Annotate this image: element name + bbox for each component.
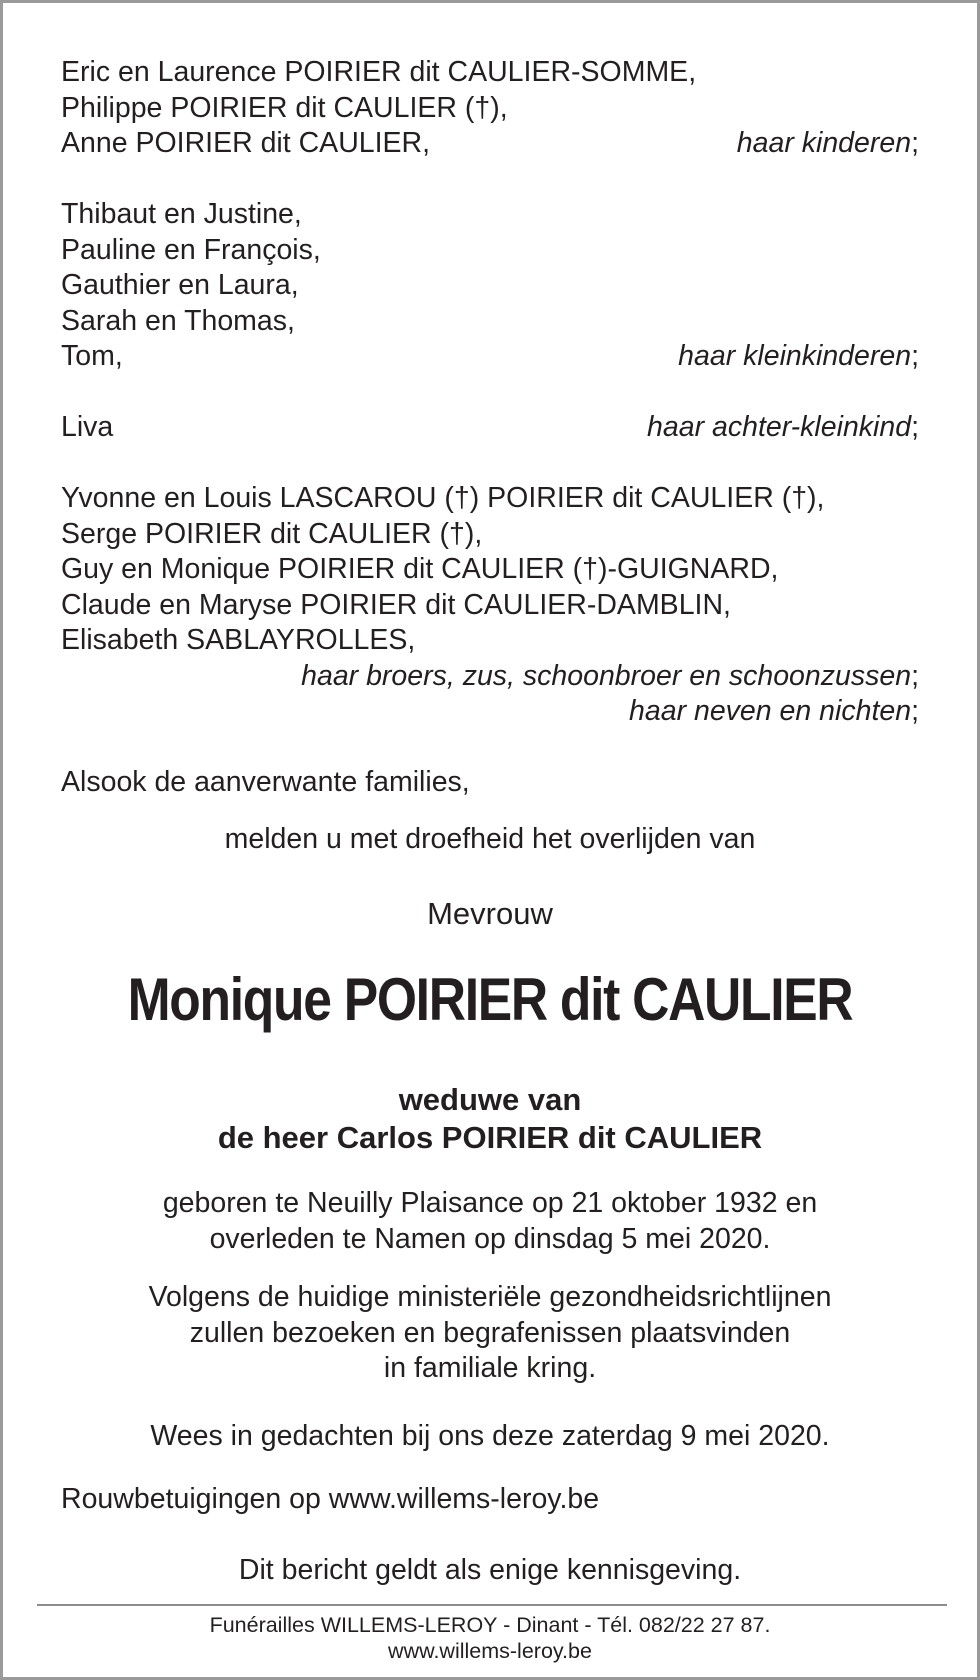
family-line: Eric en Laurence POIRIER dit CAULIER-SOMME, <box>61 56 697 88</box>
family-line: Guy en Monique POIRIER dit CAULIER (†)-GUIGNARD, <box>61 553 779 585</box>
family-line: Philippe POIRIER dit CAULIER (†), <box>61 91 508 124</box>
widow-line: weduwe van <box>398 1082 582 1117</box>
family-list <box>61 55 919 801</box>
spouse-name: de heer Carlos POIRIER dit CAULIER <box>217 1120 763 1155</box>
family-line: Elisabeth SABLAYROLLES, <box>61 624 416 656</box>
notice-line: Dit bericht geldt als enige kennisgeving. <box>238 1554 742 1586</box>
relation-label: haar kleinkinderen; <box>678 340 919 372</box>
honorific-title: Mevrouw <box>427 896 553 931</box>
deceased-name: Monique POIRIER dit CAULIER <box>127 966 853 1033</box>
family-line: Claude en Maryse POIRIER dit CAULIER-DAMBLIN, <box>61 588 731 621</box>
remembrance-line: Wees in gedachten bij ons deze zaterdag 9 mei 2020. <box>150 1420 830 1452</box>
family-line: Liva haar achter-kleinkind; <box>61 410 919 446</box>
announcement-intro: melden u met droefheid het overlijden van <box>224 823 756 855</box>
guideline-info: Volgens de huidige ministeriële gezondheidsrichtlijnen zullen bezoeken en begrafenissen plaatsvinden in familiale kring. <box>148 1281 832 1384</box>
family-line: Pauline en François, <box>61 233 321 266</box>
condolences-line: Rouwbetuigingen op www.willems-leroy.be <box>61 1483 600 1515</box>
family-line: Thibaut en Justine, <box>61 198 302 230</box>
family-line: Tom, haar kleinkinderen; <box>61 339 919 375</box>
birth-death-info: geboren te Neuilly Plaisance op 21 oktober 1932 en overleden te Namen op dinsdag 5 mei 2020. <box>162 1187 818 1255</box>
family-line: Sarah en Thomas, <box>61 304 295 337</box>
relatives-line: Alsook de aanverwante families, <box>61 766 470 798</box>
relation-label: haar neven en nichten; <box>629 695 919 727</box>
funeral-home-website: www.willems-leroy.be <box>388 1639 592 1663</box>
funeral-home-contact: Funérailles WILLEMS-LEROY - Dinant - Tél. 082/22 27 87. <box>209 1613 771 1637</box>
family-line: Gauthier en Laura, <box>61 269 299 301</box>
footer-divider <box>37 1604 947 1606</box>
family-line: Serge POIRIER dit CAULIER (†), <box>61 517 483 550</box>
relation-label: haar kinderen; <box>736 127 919 159</box>
family-line: Anne POIRIER dit CAULIER, haar kinderen; <box>61 126 919 162</box>
relation-label: haar broers, zus, schoonbroer en schoonzussen; <box>301 659 919 692</box>
widow-of-block <box>3 1081 977 1157</box>
family-line: Yvonne en Louis LASCAROU (†) POIRIER dit CAULIER (†), <box>61 482 825 514</box>
relation-label: haar achter-kleinkind; <box>647 411 919 443</box>
funeral-home-footer <box>3 1612 977 1664</box>
